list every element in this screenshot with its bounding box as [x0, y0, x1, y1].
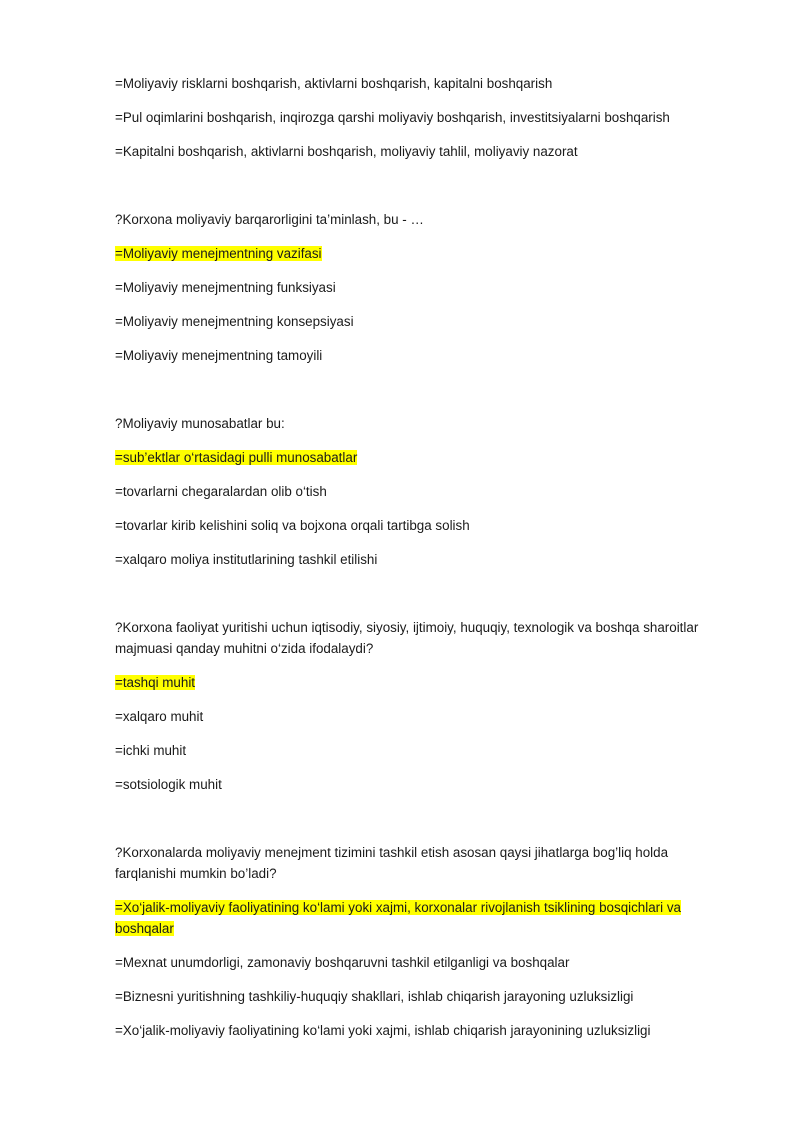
question-block: [115, 413, 725, 570]
correct-answer: =Moliyaviy menejmentning vazifasi: [115, 246, 322, 261]
document-page: [115, 73, 725, 1054]
question-text: ?Korxonalarda moliyaviy menejment tizimini tashkil etish asosan qaysi jihatlarga bog’liq holda farqlanishi mumkin bo’ladi?: [115, 845, 669, 881]
answer-option: =Pul oqimlarini boshqarish, inqirozga qarshi moliyaviy boshqarish, investitsiyalarni boshqarish: [115, 110, 670, 125]
intro-options: [115, 73, 725, 162]
answer-option: =xalqaro muhit: [115, 709, 204, 724]
answer-option: =xalqaro moliya institutlarining tashkil etilishi: [115, 552, 378, 567]
answer-option: =tovarlar kirib kelishini soliq va bojxona orqali tartibga solish: [115, 518, 470, 533]
correct-answer: =tashqi muhit: [115, 675, 196, 690]
answer-option: =Kapitalni boshqarish, aktivlarni boshqarish, moliyaviy tahlil, moliyaviy nazorat: [115, 144, 578, 159]
spacer: [115, 175, 725, 209]
question-block: [115, 842, 725, 1041]
question-block: [115, 617, 725, 795]
answer-option: =Moliyaviy risklarni boshqarish, aktivlarni boshqarish, kapitalni boshqarish: [115, 76, 553, 91]
spacer: [115, 808, 725, 842]
correct-answer: =sub’ektlar o‘rtasidagi pulli munosabatlar: [115, 450, 358, 465]
spacer: [115, 583, 725, 617]
correct-answer: =Xo‘jalik-moliyaviy faoliyatining ko‘lami yoki xajmi, korxonalar rivojlanish tsiklining bosqichlari va boshqalar: [115, 900, 681, 936]
answer-option: =ichki muhit: [115, 743, 187, 758]
answer-option: =Moliyaviy menejmentning konsepsiyasi: [115, 314, 354, 329]
answer-option: =tovarlarni chegaralardan olib o‘tish: [115, 484, 327, 499]
question-text: ?Korxona faoliyat yuritishi uchun iqtisodiy, siyosiy, ijtimoiy, huquqiy, texnologik va boshqa sharoitlar majmuasi qanday muhitni o‘zida ifodalaydi?: [115, 620, 699, 656]
answer-option: =Biznesni yuritishning tashkiliy-huquqiy shakllari, ishlab chiqarish jarayoning uzluksizligi: [115, 989, 634, 1004]
answer-option: =sotsiologik muhit: [115, 777, 222, 792]
question-block: [115, 209, 725, 366]
question-text: ?Moliyaviy munosabatlar bu:: [115, 416, 285, 431]
question-text: ?Korxona moliyaviy barqarorligini ta’minlash, bu - …: [115, 212, 424, 227]
answer-option: =Moliyaviy menejmentning tamoyili: [115, 348, 323, 363]
answer-option: =Xo‘jalik-moliyaviy faoliyatining ko‘lami yoki xajmi, ishlab chiqarish jarayonining uzluksizligi: [115, 1023, 651, 1038]
spacer: [115, 379, 725, 413]
answer-option: =Mexnat unumdorligi, zamonaviy boshqaruvni tashkil etilganligi va boshqalar: [115, 955, 570, 970]
answer-option: =Moliyaviy menejmentning funksiyasi: [115, 280, 336, 295]
